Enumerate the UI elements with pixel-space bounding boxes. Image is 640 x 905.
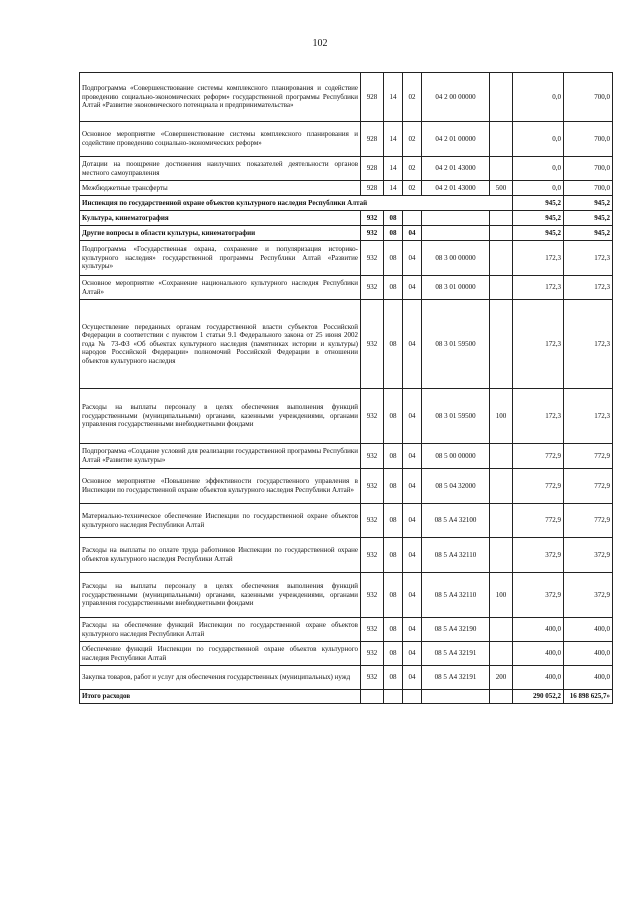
cell-sum-2: 400,0 [564, 618, 613, 642]
cell-section: 08 [384, 211, 403, 226]
cell-section: 08 [384, 573, 403, 618]
cell-section: 08 [384, 444, 403, 469]
cell-kind [490, 642, 513, 666]
cell-name: Основное мероприятие «Совершенствование системы комплексного планирования и содействие проведению социально-экономических реформ» [80, 122, 361, 157]
cell-subsection: 04 [403, 504, 422, 538]
cell-sum-1: 372,9 [513, 538, 564, 573]
cell-ministry: 932 [361, 241, 384, 276]
table-row [80, 73, 613, 122]
cell-section: 08 [384, 241, 403, 276]
cell-sum-1: 945,2 [513, 211, 564, 226]
cell-name: Расходы на обеспечение функций Инспекции по государственной охране объектов культурного наследия Республики Алтай [80, 618, 361, 642]
cell-target: 08 5 А4 32100 [422, 504, 490, 538]
cell-subsection: 02 [403, 122, 422, 157]
cell-sum-1: 172,3 [513, 389, 564, 444]
cell-sum-2: 700,0 [564, 181, 613, 196]
table-row [80, 389, 613, 444]
cell-kind [490, 122, 513, 157]
cell-target: 08 5 А4 32110 [422, 573, 490, 618]
cell-section: 08 [384, 389, 403, 444]
cell-kind [490, 538, 513, 573]
cell-name: Культура, кинематография [80, 211, 361, 226]
table-row [80, 181, 613, 196]
cell-name: Осуществление переданных органам государственной власти субъектов Российской Федерации в соответствии с пунктом 1 статьи 9.1 Федерального закона от 25 июня 2002 года № 73-ФЗ «Об объектах культурного наследия (памятниках истории и культуры) народов Российской Федерации» полномочий Российской Федерации в отношении объектов культурного наследия [80, 300, 361, 389]
cell-section: 08 [384, 226, 403, 241]
cell-kind [490, 241, 513, 276]
cell-sum-2: 700,0 [564, 73, 613, 122]
cell-sum-1: 172,3 [513, 241, 564, 276]
cell-sum-2: 16 898 625,7» [564, 690, 613, 704]
cell-ministry: 932 [361, 504, 384, 538]
cell-ministry: 932 [361, 389, 384, 444]
table-row [80, 211, 613, 226]
cell-section: 08 [384, 300, 403, 389]
cell-ministry: 928 [361, 181, 384, 196]
cell-ministry: 932 [361, 469, 384, 504]
cell-ministry: 932 [361, 642, 384, 666]
cell-target [422, 226, 490, 241]
cell-name: Межбюджетные трансферты [80, 181, 361, 196]
cell-name: Дотации на поощрение достижения наилучших показателей деятельности органов местного самоуправления [80, 157, 361, 181]
cell-kind: 500 [490, 181, 513, 196]
table-row [80, 538, 613, 573]
cell-sum-2: 400,0 [564, 666, 613, 690]
table-row [80, 469, 613, 504]
cell-ministry: 928 [361, 73, 384, 122]
cell-name: Обеспечение функций Инспекции по государственной охране объектов культурного наследия Республики Алтай [80, 642, 361, 666]
cell-kind [490, 157, 513, 181]
cell-sum-1: 400,0 [513, 666, 564, 690]
cell-ministry: 932 [361, 226, 384, 241]
cell-sum-2: 700,0 [564, 157, 613, 181]
cell-subsection: 04 [403, 300, 422, 389]
cell-sum-2: 772,9 [564, 504, 613, 538]
cell-subsection: 04 [403, 389, 422, 444]
cell-ministry: 932 [361, 538, 384, 573]
cell-subsection: 04 [403, 642, 422, 666]
page-number: 102 [312, 38, 328, 49]
cell-ministry: 932 [361, 444, 384, 469]
cell-target: 08 5 00 00000 [422, 444, 490, 469]
cell-kind [490, 444, 513, 469]
cell-sum-1: 772,9 [513, 444, 564, 469]
cell-ministry: 932 [361, 276, 384, 300]
cell-sum-2: 372,9 [564, 573, 613, 618]
cell-section: 08 [384, 618, 403, 642]
cell-sum-1: 945,2 [513, 226, 564, 241]
table-row [80, 666, 613, 690]
cell-name: Расходы на выплаты персоналу в целях обеспечения выполнения функций государственными (муниципальными) органами, казенными учреждениями, органами управления государственными внебюджетными фондами [80, 389, 361, 444]
table-row [80, 122, 613, 157]
cell-section: 14 [384, 157, 403, 181]
cell-ministry: 928 [361, 122, 384, 157]
cell-ministry [361, 690, 384, 704]
cell-sum-1: 772,9 [513, 469, 564, 504]
cell-kind [490, 690, 513, 704]
cell-subsection: 02 [403, 157, 422, 181]
cell-sum-1: 772,9 [513, 504, 564, 538]
cell-section: 08 [384, 504, 403, 538]
cell-subsection [403, 690, 422, 704]
cell-kind: 200 [490, 666, 513, 690]
cell-ministry: 932 [361, 666, 384, 690]
table-row [80, 300, 613, 389]
cell-sum-2: 172,3 [564, 300, 613, 389]
table-row [80, 196, 613, 211]
cell-sum-1: 0,0 [513, 181, 564, 196]
cell-subsection: 04 [403, 241, 422, 276]
cell-subsection: 04 [403, 618, 422, 642]
cell-kind [490, 618, 513, 642]
cell-kind [490, 276, 513, 300]
cell-target: 08 5 04 32000 [422, 469, 490, 504]
cell-target: 08 5 А4 32191 [422, 642, 490, 666]
cell-name: Итого расходов [80, 690, 361, 704]
cell-subsection: 04 [403, 538, 422, 573]
cell-target [422, 690, 490, 704]
cell-target: 08 3 00 00000 [422, 241, 490, 276]
cell-section: 08 [384, 538, 403, 573]
cell-target [422, 211, 490, 226]
table-row [80, 504, 613, 538]
table-row [80, 573, 613, 618]
cell-ministry: 932 [361, 211, 384, 226]
cell-sum-1: 0,0 [513, 73, 564, 122]
cell-ministry: 932 [361, 618, 384, 642]
cell-kind [490, 211, 513, 226]
cell-target: 08 5 А4 32190 [422, 618, 490, 642]
cell-sum-1: 290 052,2 [513, 690, 564, 704]
cell-sum-2: 772,9 [564, 444, 613, 469]
cell-name: Закупка товаров, работ и услуг для обеспечения государственных (муниципальных) нужд [80, 666, 361, 690]
table-row [80, 618, 613, 642]
cell-subsection: 04 [403, 469, 422, 504]
budget-table [79, 72, 613, 704]
cell-ministry: 932 [361, 573, 384, 618]
cell-kind [490, 226, 513, 241]
cell-section: 14 [384, 73, 403, 122]
cell-ministry: 928 [361, 157, 384, 181]
cell-subsection: 04 [403, 666, 422, 690]
cell-subsection: 02 [403, 73, 422, 122]
table-row [80, 444, 613, 469]
cell-kind [490, 300, 513, 389]
cell-kind: 100 [490, 389, 513, 444]
cell-sum-2: 945,2 [564, 196, 613, 211]
cell-section: 08 [384, 666, 403, 690]
cell-name: Подпрограмма «Создание условий для реализации государственной программы Республики Алтай «Развитие культуры» [80, 444, 361, 469]
cell-subsection: 04 [403, 573, 422, 618]
cell-kind: 100 [490, 573, 513, 618]
cell-sum-2: 400,0 [564, 642, 613, 666]
cell-sum-2: 945,2 [564, 211, 613, 226]
cell-name: Основное мероприятие «Сохранение национального культурного наследия Республики Алтай» [80, 276, 361, 300]
cell-sum-2: 172,3 [564, 276, 613, 300]
cell-name: Материально-техническое обеспечение Инспекции по государственной охране объектов культурного наследия Республики Алтай [80, 504, 361, 538]
cell-name: Расходы на выплаты по оплате труда работников Инспекции по государственной охране объектов культурного наследия Республики Алтай [80, 538, 361, 573]
cell-name: Инспекция по государственной охране объектов культурного наследия Республики Алтай [80, 196, 513, 211]
cell-target: 08 3 01 59500 [422, 300, 490, 389]
cell-sum-1: 400,0 [513, 642, 564, 666]
cell-sum-1: 172,3 [513, 276, 564, 300]
cell-name: Подпрограмма «Государственная охрана, сохранение и популяризация историко-культурного наследия» государственной программы Республики Алтай «Развитие культуры» [80, 241, 361, 276]
cell-subsection: 04 [403, 276, 422, 300]
cell-sum-1: 172,3 [513, 300, 564, 389]
cell-section: 08 [384, 276, 403, 300]
cell-target: 04 2 00 00000 [422, 73, 490, 122]
cell-ministry: 932 [361, 300, 384, 389]
cell-sum-2: 172,3 [564, 389, 613, 444]
table-row [80, 157, 613, 181]
table-row [80, 226, 613, 241]
cell-sum-2: 372,9 [564, 538, 613, 573]
cell-sum-2: 172,3 [564, 241, 613, 276]
cell-sum-2: 945,2 [564, 226, 613, 241]
cell-name: Основное мероприятие «Повышение эффективности государственного управления в Инспекции по государственной охране объектов культурного наследия Республики Алтай» [80, 469, 361, 504]
cell-sum-1: 400,0 [513, 618, 564, 642]
cell-sum-1: 0,0 [513, 157, 564, 181]
cell-name: Другие вопросы в области культуры, кинематографии [80, 226, 361, 241]
cell-target: 04 2 01 43000 [422, 157, 490, 181]
cell-section [384, 690, 403, 704]
cell-section: 14 [384, 122, 403, 157]
cell-target: 08 5 А4 32110 [422, 538, 490, 573]
cell-sum-1: 372,9 [513, 573, 564, 618]
cell-section: 14 [384, 181, 403, 196]
cell-subsection: 04 [403, 226, 422, 241]
cell-target: 08 3 01 00000 [422, 276, 490, 300]
cell-section: 08 [384, 642, 403, 666]
cell-sum-1: 0,0 [513, 122, 564, 157]
cell-subsection: 02 [403, 181, 422, 196]
cell-sum-2: 700,0 [564, 122, 613, 157]
cell-sum-2: 772,9 [564, 469, 613, 504]
cell-section: 08 [384, 469, 403, 504]
table-row [80, 690, 613, 704]
cell-name: Подпрограмма «Совершенствование системы комплексного планирования и содействие проведению социально-экономических реформ» государственной программы Республики Алтай «Развитие экономического потенциала и предпринимательства» [80, 73, 361, 122]
cell-name: Расходы на выплаты персоналу в целях обеспечения выполнения функций государственными (муниципальными) органами, казенными учреждениями, органами управления государственными внебюджетными фондами [80, 573, 361, 618]
cell-sum-1: 945,2 [513, 196, 564, 211]
cell-kind [490, 73, 513, 122]
cell-subsection [403, 211, 422, 226]
table-row [80, 276, 613, 300]
table-row [80, 642, 613, 666]
cell-target: 08 5 А4 32191 [422, 666, 490, 690]
cell-kind [490, 504, 513, 538]
cell-target: 04 2 01 00000 [422, 122, 490, 157]
cell-kind [490, 469, 513, 504]
cell-target: 04 2 01 43000 [422, 181, 490, 196]
cell-subsection: 04 [403, 444, 422, 469]
cell-target: 08 3 01 59500 [422, 389, 490, 444]
table-row [80, 241, 613, 276]
table-body [80, 73, 613, 704]
